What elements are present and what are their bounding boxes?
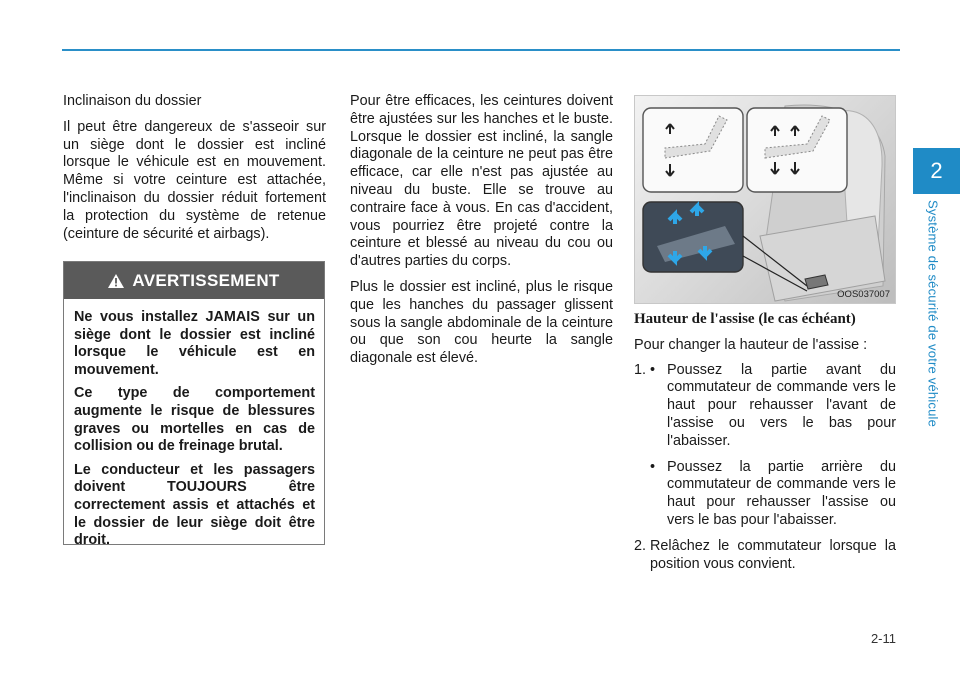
step-item	[634, 538, 896, 574]
warning-header	[64, 262, 324, 299]
seatbelt-paragraph: Pour être efficaces, les ceintures doivent être ajustées sur les hanches et le buste. Lorsque le dossier est incliné, la sangle diagonale de la ceinture ne peut pas être efficace, car elle n'est pas ajustée au niveau du buste. Elle se trouve au contraire face à vous. En cas d'accident, vous pourriez être projeté contre la ceinture et blessé au niveau du cou ou d'autres parties du corps.	[350, 93, 613, 270]
warning-paragraph: Ce type de comportement augmente le risque de blessures graves ou mortelles en cas de collision ou de freinage brutal.	[74, 385, 315, 455]
steps-list	[634, 362, 896, 574]
page-number: 2-11	[870, 631, 896, 646]
bullet-glyph: •	[650, 361, 656, 378]
warning-box	[63, 261, 325, 549]
bullet-glyph: •	[650, 458, 656, 475]
recline-paragraph: Il peut être dangereux de s'asseoir sur un siège dont le dossier est incliné lorsque le véhicule est en mouvement. Même si votre ceinture est attachée, l'inclinaison du dossier réduit fortement la protection du système de retenue (ceinture de sécurité et airbags).	[63, 118, 326, 242]
step-item	[634, 362, 896, 530]
warning-paragraph: Le conducteur et les passagers doivent TOUJOURS être correctement assis et attachés et le dossier de leur siège doit être droit.	[74, 461, 315, 549]
section-heading-recline: Inclinaison du dossier	[63, 93, 202, 109]
step-number: 1.	[634, 361, 647, 378]
seat-height-figure	[634, 95, 896, 304]
seat-height-intro: Pour changer la hauteur de l'assise :	[634, 336, 868, 353]
seatbelt-paragraph: Plus le dossier est incliné, plus le risque que les hanches du passager glissent sous la sangle abdominale de la ceinture ou que son cou heurte la sangle diagonale est élevé.	[350, 278, 613, 367]
bullet-item	[650, 459, 896, 530]
figure-code: OOS037007	[837, 289, 890, 300]
bullet-text: Poussez la partie avant du commutateur de commande vers le haut pour rehausser l'avant de l'assise ou vers le bas pour l'abaisser.	[667, 361, 896, 449]
middle-column	[350, 93, 613, 376]
left-column	[63, 93, 326, 251]
warning-body	[64, 299, 324, 550]
chapter-number-tab: 2	[913, 148, 960, 194]
seat-illustration	[635, 96, 896, 304]
bullet-item	[650, 362, 896, 451]
step-text: Relâchez le commutateur lorsque la position vous convient.	[650, 537, 896, 572]
step-number: 2.	[634, 537, 647, 554]
header-rule	[62, 49, 900, 51]
warning-paragraph: Ne vous installez JAMAIS sur un siège dont le dossier est incliné lorsque le véhicule est en mouvement.	[74, 309, 315, 378]
warning-triangle-icon	[108, 274, 124, 288]
bullet-text: Poussez la partie arrière du commutateur de commande vers le haut pour rehausser l'assise ou vers le bas pour l'abaisser.	[667, 458, 896, 528]
right-column	[634, 311, 896, 575]
chapter-title: Système de sécurité de votre véhicule	[925, 200, 941, 428]
seat-height-heading: Hauteur de l'assise (le cas échéant)	[634, 311, 856, 327]
warning-title: AVERTISSEMENT	[132, 270, 280, 290]
bullet-list	[650, 362, 896, 530]
